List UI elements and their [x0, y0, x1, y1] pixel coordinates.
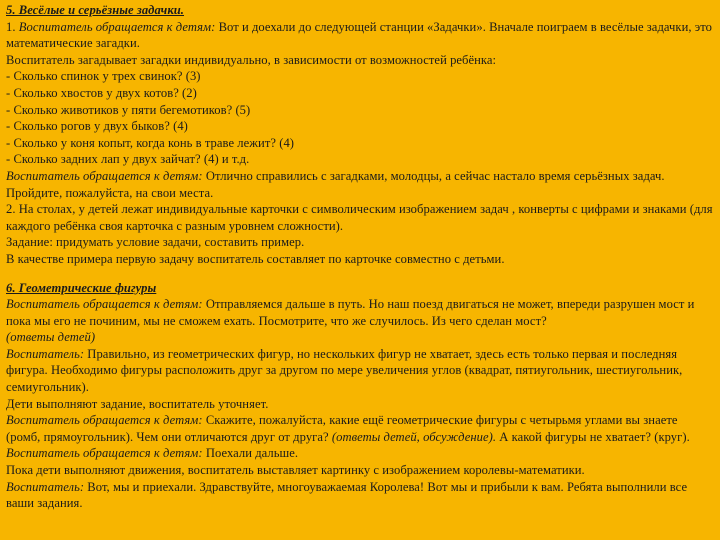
speaker-label: Воспитатель обращается к детям:	[6, 168, 203, 183]
section-6-question	[6, 412, 714, 445]
speech-text: Отлично справились с загадками, молодцы, а сейчас настало время серьёзных задач. Пройдите, пожалуйста, на свои места.	[6, 168, 665, 200]
speech-text: Поехали дальше.	[202, 446, 299, 461]
riddle-line: - Сколько хвостов у двух котов? (2)	[6, 85, 197, 100]
section-gap	[6, 268, 714, 280]
section-geometry	[6, 280, 714, 512]
section-6-picture: Пока дети выполняют движения, воспитатель выставляет картинку с изображением королевы-математики.	[6, 463, 585, 478]
riddle-line: - Сколько задних лап у двух зайчат? (4) и т.д.	[6, 152, 250, 167]
riddle-line: - Сколько спинок у трех свинок? (3)	[6, 69, 201, 84]
section-5-cards: 2. На столах, у детей лежат индивидуальные карточки с символическим изображением задач , конверты с цифрами и знаками (для каждого ребёнка своя карточка с разным уровнем сложности).	[6, 202, 713, 233]
children-answer-note: (ответы детей, обсуждение).	[331, 429, 497, 444]
section-6-intro	[6, 296, 714, 346]
speech-text: А какой фигуры не хватает? (круг).	[496, 429, 690, 444]
speech-text: Правильно, из геометрических фигур, но нескольких фигур не хватает, здесь есть только первая и последняя фигура. Необходимо фигуры расположить друг за другом по мере увеличения углов (квадрат, пятиугольник, шестиугольник, семиугольник).	[6, 346, 683, 395]
speech-text: Вот, мы и приехали. Здравствуйте, многоуважаемая Королева! Вот мы и прибыли к вам. Ребята выполнили все ваши задания.	[6, 479, 688, 511]
speech-text: Отправляемся дальше в путь. Но наш поезд двигаться не может, впереди разрушен мост и пока мы его не починим, мы не сможем ехать. Посмотрите, что же случилось. Из чего сделан мост?	[6, 297, 695, 328]
section-5-example: В качестве примера первую задачу воспитатель составляет по карточке совместно с детьми.	[6, 251, 505, 266]
section-6-heading: 6. Геометрические фигуры	[6, 280, 157, 295]
children-answer-note: (ответы детей)	[6, 330, 96, 345]
section-riddles	[6, 2, 714, 268]
item-number: 1.	[6, 19, 19, 34]
section-5-intro	[6, 19, 714, 52]
speaker-label: Воспитатель:	[6, 346, 85, 361]
section-5-instruction: Воспитатель загадывает загадки индивидуально, в зависимости от возможностей ребёнка:	[6, 52, 497, 67]
speaker-label: Воспитатель обращается к детям:	[18, 19, 216, 34]
section-5-heading: 5. Весёлые и серьёзные задачки.	[6, 3, 185, 17]
section-6-arrival	[6, 479, 714, 512]
section-5-transition	[6, 168, 714, 201]
speaker-label: Воспитатель обращается к детям:	[6, 413, 203, 428]
section-6-move-on	[6, 445, 714, 462]
riddle-line: - Сколько рогов у двух быков? (4)	[6, 119, 188, 134]
riddle-line: - Сколько у коня копыт, когда конь в траве лежит? (4)	[6, 135, 295, 150]
speech-text: Вот и доехали до следующей станции «Задачки». Вначале поиграем в весёлые задачки, это математические загадки.	[6, 19, 712, 51]
speaker-label: Воспитатель обращается к детям:	[6, 446, 203, 461]
speaker-label: Воспитатель:	[6, 479, 85, 494]
section-6-activity: Дети выполняют задание, воспитатель уточняет.	[6, 396, 269, 411]
section-5-task: Задание: придумать условие задачи, составить пример.	[6, 235, 305, 250]
speaker-label: Воспитатель обращается к детям:	[6, 297, 203, 312]
section-6-explanation	[6, 346, 714, 396]
speech-text: Скажите, пожалуйста, какие ещё геометрические фигуры с четырьмя углами вы знаете (ромб, прямоугольник). Чем они отличаются друг от друга?	[6, 413, 678, 444]
riddle-line: - Сколько животиков у пяти бегемотиков? (5)	[6, 102, 251, 117]
